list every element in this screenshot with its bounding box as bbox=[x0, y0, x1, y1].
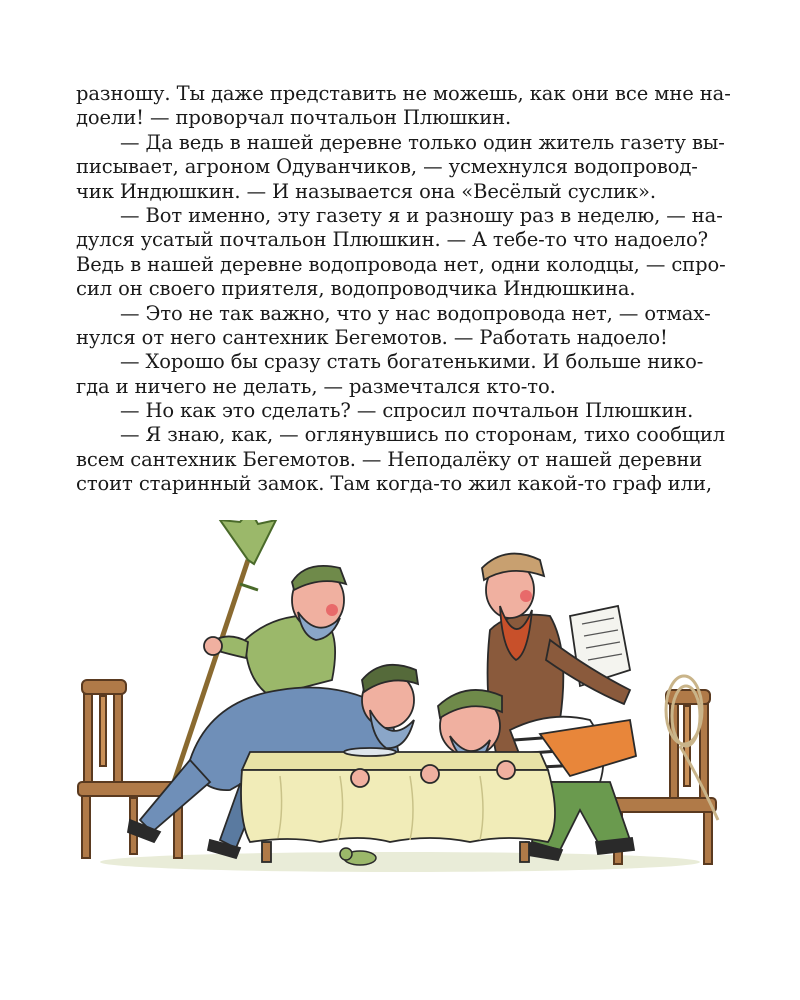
text-line: — Вот именно, эту газету я и разношу раз в неделю, — на- bbox=[120, 203, 723, 227]
story-text bbox=[76, 82, 731, 497]
text-line: писывает, агроном Одуванчиков, — усмехнулся водопровод- bbox=[76, 155, 698, 179]
text-line: чик Индюшкин. — И называется она «Весёлый суслик». bbox=[76, 179, 656, 203]
villagers-at-table-illustration bbox=[70, 520, 730, 880]
ground-shadow bbox=[100, 852, 700, 872]
text-line: стоит старинный замок. Там когда-то жил какой-то граф или, bbox=[76, 472, 712, 496]
text-line: — Хорошо бы сразу стать богатенькими. И больше нико- bbox=[120, 350, 704, 374]
text-line: доели! — проворчал почтальон Плюшкин. bbox=[76, 106, 512, 130]
text-line: — Но как это сделать? — спросил почтальон Плюшкин. bbox=[120, 399, 694, 423]
text-line: Ведь в нашей деревне водопровода нет, одни колодцы, — спро- bbox=[76, 252, 726, 276]
text-line: — Да ведь в нашей деревне только один житель газету вы- bbox=[120, 130, 725, 154]
text-line: — Это не так важно, что у нас водопровода нет, — отмах- bbox=[120, 301, 711, 325]
text-line: — Я знаю, как, — оглянувшись по сторонам, тихо сообщил bbox=[120, 423, 726, 447]
text-line: всем сантехник Бегемотов. — Неподалёку от нашей деревни bbox=[76, 447, 703, 471]
table-with-tablecloth bbox=[241, 748, 555, 862]
text-line: нулся от него сантехник Бегемотов. — Работать надоело! bbox=[76, 325, 668, 349]
text-line: сил он своего приятеля, водопроводчика Индюшкина. bbox=[76, 277, 636, 301]
text-line: гда и ничего не делать, — размечтался кто-то. bbox=[76, 374, 556, 398]
text-line: разношу. Ты даже представить не можешь, как они все мне на- bbox=[76, 82, 731, 105]
text-line: дулся усатый почтальон Плюшкин. — А тебе-то что надоело? bbox=[76, 228, 708, 252]
